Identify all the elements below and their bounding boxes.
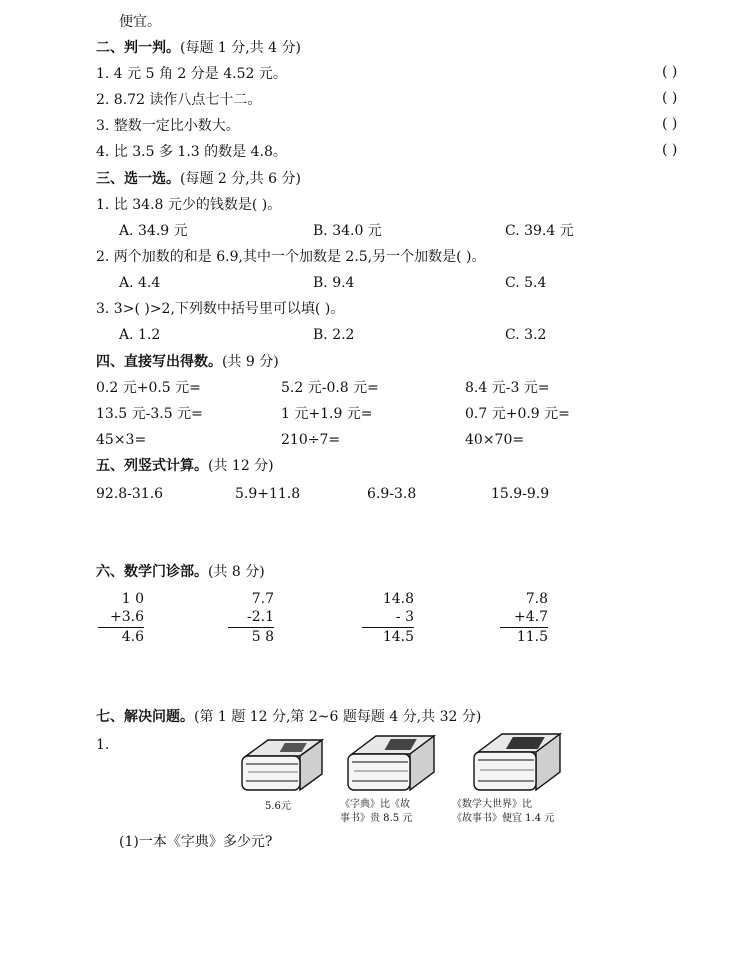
section-4-heading: [96, 352, 279, 372]
book-illustration-1: [238, 734, 326, 794]
book-3-caption-line-2: 《故事书》便宜 1.4 元: [452, 813, 555, 824]
diagnosis-calc-3: [362, 590, 414, 645]
calc-result: 4.6: [121, 629, 144, 645]
calc-item: 210÷7=: [281, 432, 341, 448]
calc-result: 11.5: [516, 629, 548, 645]
choice-3-option-b: B. 2.2: [313, 327, 355, 343]
section-5-note: (共 12 分): [208, 458, 274, 474]
book-1-caption: 5.6元: [265, 801, 291, 812]
book-2-caption-line-1: 《字典》比《故: [340, 799, 410, 810]
calc-top: 1 0: [121, 591, 144, 607]
calc-top: 14.8: [382, 591, 414, 607]
calc-top: 7.8: [525, 591, 548, 607]
diagnosis-calc-1: [98, 590, 144, 645]
calc-item: 5.2 元-0.8 元=: [281, 380, 379, 396]
book-illustration-2: [344, 730, 438, 794]
calc-line: [500, 627, 548, 628]
calc-op: +4.7: [514, 609, 548, 625]
choice-2-option-c: C. 5.4: [505, 275, 547, 291]
calc-item: 8.4 元-3 元=: [465, 380, 550, 396]
calc-op: - 3: [395, 609, 414, 625]
calc-line: [362, 627, 414, 628]
vertical-calc-problem: 6.9-3.8: [367, 486, 417, 502]
diagnosis-calc-4: [500, 590, 548, 645]
answer-paren-2[interactable]: ( ): [662, 90, 678, 106]
book-2-caption-line-2: 事书》贵 8.5 元: [340, 813, 413, 824]
choice-question-2: 2. 两个加数的和是 6.9,其中一个加数是 2.5,另一个加数是( )。: [96, 249, 486, 265]
vertical-calc-problem: 92.8-31.6: [96, 486, 164, 502]
choice-question-3: 3. 3>( )>2,下列数中括号里可以填( )。: [96, 301, 345, 317]
vertical-calc-problem: 15.9-9.9: [491, 486, 550, 502]
book-3-caption-line-1: 《数学大世界》比: [452, 799, 532, 810]
calc-op: -2.1: [247, 609, 274, 625]
continued-text: 便宜。: [119, 14, 161, 30]
choice-1-option-c: C. 39.4 元: [505, 223, 574, 239]
problem-number-1: 1.: [96, 737, 110, 753]
calc-item: 0.7 元+0.9 元=: [465, 406, 570, 422]
section-6-note: (共 8 分): [208, 564, 265, 580]
calc-top: 7.7: [251, 591, 274, 607]
answer-paren-3[interactable]: ( ): [662, 116, 678, 132]
book-illustration-3: [470, 728, 564, 794]
section-3-note: (每题 2 分,共 6 分): [180, 171, 301, 187]
choice-2-option-a: A. 4.4: [119, 275, 161, 291]
section-2-heading: [96, 38, 301, 58]
diagnosis-calc-2: [228, 590, 274, 645]
choice-1-option-b: B. 34.0 元: [313, 223, 382, 239]
vertical-calc-problem: 5.9+11.8: [235, 486, 301, 502]
calc-item: 13.5 元-3.5 元=: [96, 406, 203, 422]
choice-3-option-c: C. 3.2: [505, 327, 547, 343]
section-3-heading: [96, 169, 301, 189]
answer-paren-1[interactable]: ( ): [662, 64, 678, 80]
section-6-heading: [96, 562, 265, 582]
choice-2-option-b: B. 9.4: [313, 275, 355, 291]
section-7-heading: [96, 707, 481, 727]
section-7-title: 七、解决问题。: [96, 709, 194, 725]
section-4-note: (共 9 分): [222, 354, 279, 370]
choice-1-option-a: A. 34.9 元: [119, 223, 188, 239]
section-7-note: (第 1 题 12 分,第 2~6 题每题 4 分,共 32 分): [194, 709, 482, 725]
calc-op: +3.6: [110, 609, 144, 625]
calc-item: 40×70=: [465, 432, 525, 448]
calc-item: 0.2 元+0.5 元=: [96, 380, 201, 396]
answer-paren-4[interactable]: ( ): [662, 142, 678, 158]
section-2-title: 二、判一判。: [96, 40, 180, 56]
section-2-note: (每题 1 分,共 4 分): [180, 40, 301, 56]
choice-question-1: 1. 比 34.8 元少的钱数是( )。: [96, 197, 282, 213]
calc-item: 45×3=: [96, 432, 147, 448]
judge-item-3: 3. 整数一定比小数大。: [96, 118, 240, 134]
calc-line: [98, 627, 144, 628]
problem-1-question-1: (1)一本《字典》多少元?: [119, 834, 273, 850]
calc-result: 5 8: [251, 629, 274, 645]
calc-result: 14.5: [382, 629, 414, 645]
section-5-heading: [96, 456, 274, 476]
judge-item-4: 4. 比 3.5 多 1.3 的数是 4.8。: [96, 144, 287, 160]
section-5-title: 五、列竖式计算。: [96, 458, 208, 474]
section-4-title: 四、直接写出得数。: [96, 354, 222, 370]
section-3-title: 三、选一选。: [96, 171, 180, 187]
judge-item-1: 1. 4 元 5 角 2 分是 4.52 元。: [96, 66, 287, 82]
judge-item-2: 2. 8.72 读作八点七十二。: [96, 92, 262, 108]
calc-item: 1 元+1.9 元=: [281, 406, 373, 422]
section-6-title: 六、数学门诊部。: [96, 564, 208, 580]
choice-3-option-a: A. 1.2: [119, 327, 161, 343]
calc-line: [228, 627, 274, 628]
